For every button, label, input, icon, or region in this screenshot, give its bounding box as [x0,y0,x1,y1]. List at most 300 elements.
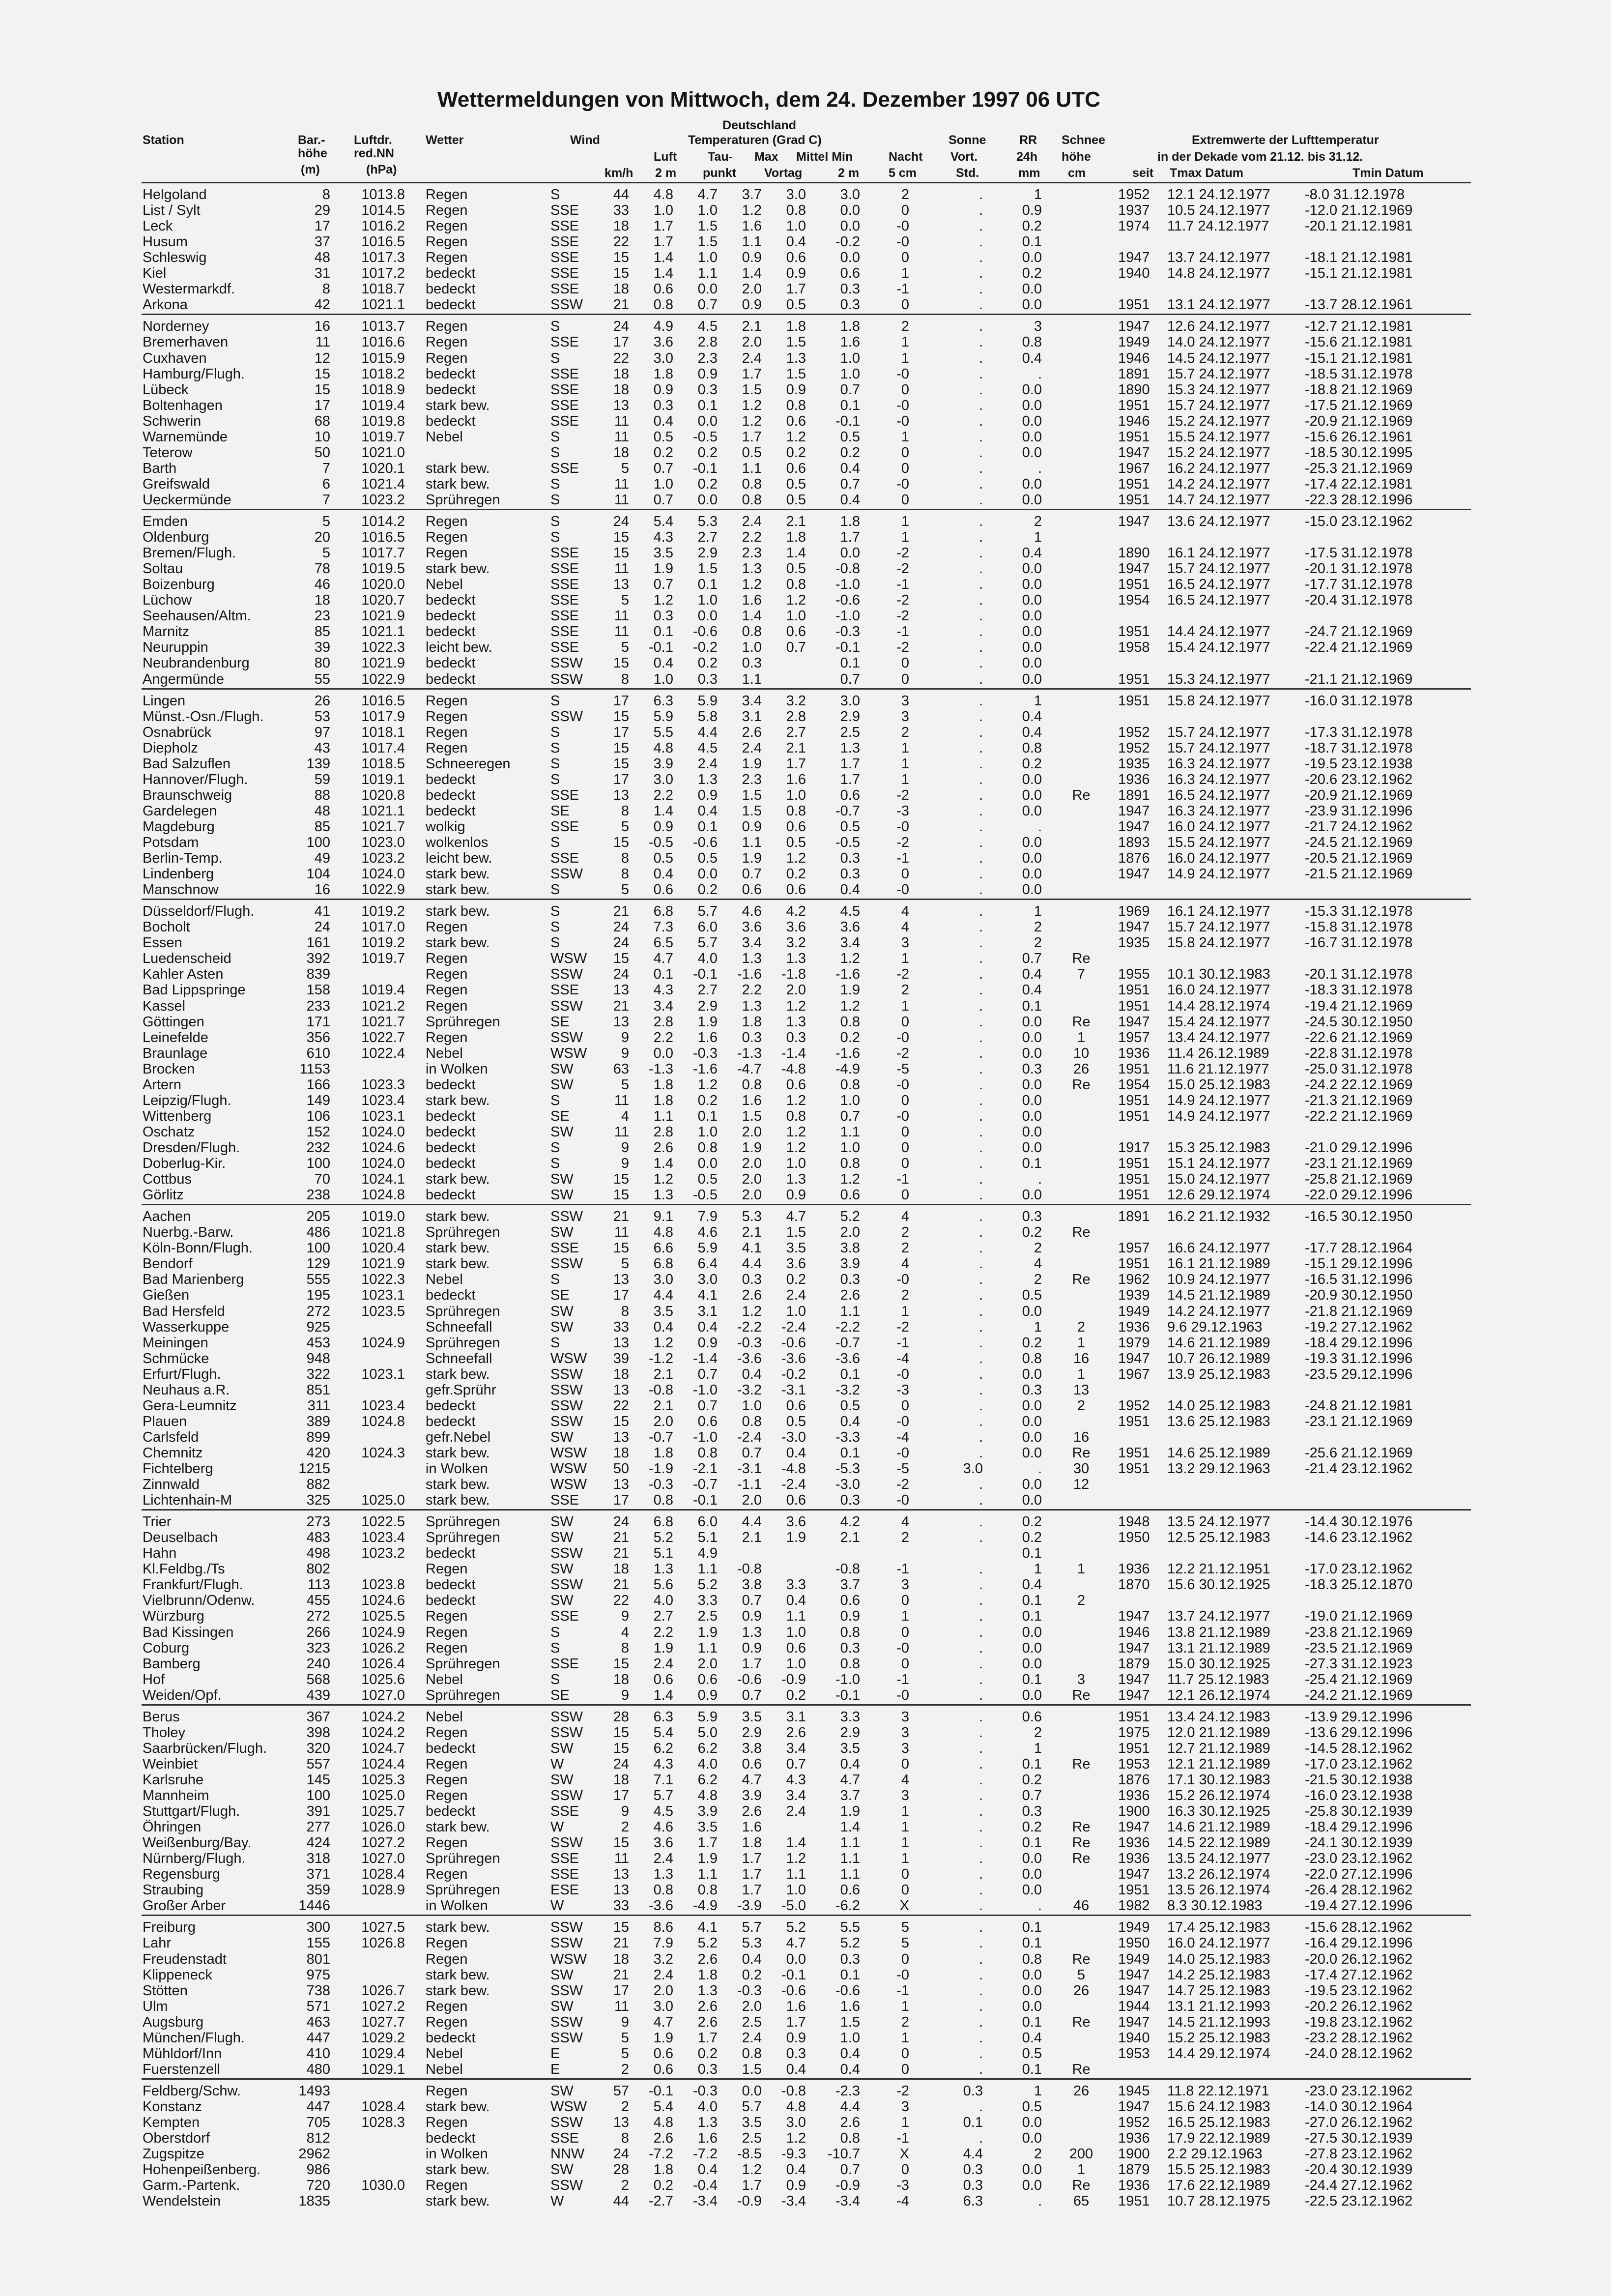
cell-height-m: 610 [306,1045,330,1061]
cell-wind-speed: 5 [621,592,629,609]
cell-wind-speed: 13 [613,1014,629,1030]
cell-record-since: 1951 [1118,1061,1150,1077]
cell-height-m: 420 [306,1445,330,1461]
cell-wind-speed: 18 [613,1366,629,1382]
cell-pressure-hpa: 1023.2 [361,850,405,866]
cell-dew-point: 5.9 [697,1709,718,1725]
cell-sunshine-hours: . [978,1029,983,1046]
cell-mean-temp: 0.6 [786,460,806,476]
cell-wind-direction: SSE [550,787,579,803]
cell-tmin-record: -22.6 21.12.1969 [1305,1029,1413,1046]
cell-tmax-record: 14.2 24.12.1977 [1167,1303,1270,1319]
cell-min-temp: 2.6 [840,1287,860,1304]
cell-pressure-hpa: 1018.7 [361,281,405,297]
cell-rain-mm: 0.0 [1022,1882,1042,1898]
cell-station: Carlsfeld [143,1429,199,1445]
cell-weather: Nebel [426,1272,463,1288]
cell-night-min-5cm: 2 [901,1287,909,1304]
cell-tmin-record: -22.4 21.12.1969 [1305,639,1413,656]
cell-dew-point: 1.5 [697,561,718,577]
cell-rain-mm: 0.0 [1022,429,1042,445]
cell-mean-temp: 0.6 [786,250,806,266]
cell-tmax-record: 14.7 24.12.1977 [1167,492,1270,508]
cell-max-temp: 0.6 [742,1756,762,1772]
cell-mean-temp: -0.6 [781,1335,806,1351]
cell-min-temp: 1.7 [840,756,860,772]
cell-snow-cm: 1 [1077,1029,1086,1046]
cell-pressure-hpa: 1020.0 [361,577,405,593]
cell-rain-mm: 0.0 [1022,1045,1042,1061]
cell-tmax-record: 13.7 24.12.1977 [1167,250,1270,266]
cell-wind-direction: SW [550,1772,574,1788]
cell-rain-mm: 0.4 [1022,966,1042,983]
cell-sunshine-hours: . [978,2045,983,2062]
cell-max-temp: 3.8 [742,1740,762,1756]
cell-air-temp: -7.2 [649,2146,673,2162]
cell-air-temp: -0.8 [649,1382,673,1398]
table-row [0,1772,1611,1788]
cell-snow-cm: 26 [1073,1061,1090,1077]
barometer-height-header: Bar.- [298,133,325,147]
cell-dew-point: 0.0 [697,281,718,297]
cell-air-temp: -0.3 [649,1477,673,1492]
cell-height-m: 149 [306,1092,330,1108]
table-row [0,1461,1611,1477]
cell-pressure-hpa: 1019.0 [361,1209,405,1225]
cell-station: Straubing [143,1882,204,1898]
vortag-header: Vortag [764,166,803,180]
cell-station: Würzburg [143,1608,204,1625]
cell-min-temp: 1.0 [840,350,860,366]
group-divider [142,1509,1471,1511]
cell-air-temp: 1.2 [653,1335,673,1351]
cell-air-temp: 1.4 [653,803,673,819]
cell-max-temp: 2.5 [742,2014,762,2030]
cell-air-temp: 0.2 [653,2178,673,2194]
cell-wind-speed: 24 [613,2146,629,2162]
cell-sunshine-hours: . [978,2030,983,2046]
cell-night-min-5cm: -1 [896,624,909,640]
cell-height-m: 882 [306,1477,330,1492]
cell-station: Nuerbg.-Barw. [143,1224,234,1241]
cell-height-m: 925 [306,1319,330,1335]
cell-height-m: 24 [314,919,330,935]
cell-height-m: 161 [306,935,330,951]
cell-max-temp: 2.3 [742,545,762,561]
cell-pressure-hpa: 1019.2 [361,903,405,920]
cell-night-min-5cm: -1 [896,1335,909,1351]
cell-wind-speed: 22 [613,350,629,366]
cell-pressure-hpa: 1024.2 [361,1724,405,1741]
cell-sunshine-hours: 3.0 [963,1461,983,1477]
cell-height-m: 100 [306,1788,330,1803]
cell-weather: bedeckt [426,1108,476,1124]
cell-tmin-record: -21.0 29.12.1996 [1305,1139,1413,1156]
cell-tmin-record: -14.4 30.12.1976 [1305,1514,1413,1530]
cell-air-temp: 1.3 [653,1561,673,1577]
cell-wind-direction: S [550,1156,560,1171]
cell-wind-speed: 2 [621,2098,629,2115]
cell-dew-point: 2.5 [697,1608,718,1625]
cell-night-min-5cm: 0 [901,1866,909,1883]
cell-wind-speed: 5 [621,460,629,476]
cell-wind-direction: SSE [550,234,579,250]
cell-rain-mm: 0.0 [1022,577,1042,593]
cell-weather: Nebel [426,2045,463,2062]
cell-wind-direction: SW [550,1967,574,1983]
cell-record-since: 1947 [1118,1350,1150,1366]
cell-tmax-record: 15.1 24.12.1977 [1167,1156,1270,1171]
cell-snow-cm: 13 [1073,1382,1090,1398]
cell-weather: Regen [426,724,468,740]
cell-weather: bedeckt [426,655,476,671]
cell-weather: Regen [426,1561,468,1577]
cell-weather: Regen [426,529,468,545]
cell-dew-point: -1.0 [693,1382,718,1398]
cell-dew-point: 1.1 [697,1640,718,1656]
cell-max-temp: 1.4 [742,608,762,624]
cell-wind-direction: E [550,2045,560,2062]
cell-weather: gefr.Nebel [426,1429,491,1445]
cell-wind-direction: SSE [550,1803,579,1819]
cell-dew-point: 2.9 [697,545,718,561]
cell-min-temp: -3.4 [835,2193,860,2209]
cell-station: Deuselbach [143,1530,218,1546]
cell-rain-mm: 0.0 [1022,882,1042,898]
cell-wind-direction: SSE [550,250,579,266]
cell-air-temp: 5.4 [653,1724,673,1741]
cell-air-temp: 1.8 [653,2162,673,2178]
cell-height-m: 155 [306,1935,330,1951]
cell-station: Zugspitze [143,2146,204,2162]
cell-mean-temp: 1.6 [786,771,806,787]
cell-wind-direction: S [550,903,560,920]
cell-night-min-5cm: 2 [901,319,909,335]
cell-rain-mm: . [1037,2193,1042,2209]
cell-mean-temp: 0.9 [786,265,806,282]
cell-mean-temp: 1.0 [786,787,806,803]
cell-station: Hamburg/Flugh. [143,366,245,382]
cell-snow-cm: Re [1072,1819,1091,1835]
cell-mean-temp: 1.2 [786,998,806,1014]
cell-night-min-5cm: 0 [901,1124,909,1140]
cell-min-temp: 5.2 [840,1209,860,1225]
cell-night-min-5cm: 0 [901,2045,909,2062]
cell-mean-temp: 1.3 [786,350,806,366]
cell-height-m: 455 [306,1593,330,1609]
cell-min-temp: 4.7 [840,1772,860,1788]
cell-wind-direction: SW [550,1124,574,1140]
cell-night-min-5cm: 0 [901,1656,909,1672]
cell-mean-temp: 1.2 [786,429,806,445]
cell-night-min-5cm: 3 [901,1709,909,1725]
table-row [0,2014,1611,2030]
group-divider [142,2078,1471,2080]
cell-sunshine-hours: . [978,903,983,920]
cell-night-min-5cm: 0 [901,1593,909,1609]
cell-weather: Sprühregen [426,492,500,508]
cell-pressure-hpa: 1023.1 [361,1366,405,1382]
cell-night-min-5cm: 1 [901,1819,909,1835]
cell-weather: Regen [426,982,468,998]
cell-wind-speed: 11 [614,1124,629,1140]
cell-wind-direction: SW [550,1429,574,1445]
cell-tmin-record: -15.0 23.12.1962 [1305,514,1413,529]
cell-wind-speed: 17 [613,1287,629,1304]
cell-rain-mm: 0.0 [1022,2162,1042,2178]
cell-rain-mm: 0.1 [1022,2061,1042,2077]
cell-mean-temp: 0.5 [786,297,806,313]
cell-tmax-record: 12.2 21.12.1951 [1167,1561,1270,1577]
cell-rain-mm: 1 [1034,903,1042,920]
cell-min-temp: 3.7 [840,1788,860,1803]
cell-sunshine-hours: . [978,919,983,935]
cell-snow-cm: Re [1072,1835,1091,1851]
cell-wind-direction: SSE [550,850,579,866]
cell-night-min-5cm: 0 [901,1092,909,1108]
cell-station: Düsseldorf/Flugh. [143,903,255,920]
cell-station: Doberlug-Kir. [143,1156,226,1171]
cell-tmin-record: -21.4 23.12.1962 [1305,1461,1413,1477]
cell-min-temp: 0.7 [840,381,860,398]
cell-wind-speed: 15 [613,265,629,282]
cell-record-since: 1945 [1118,2083,1150,2099]
cell-tmin-record: -23.2 28.12.1962 [1305,2030,1413,2046]
cell-rain-mm: 1 [1034,1561,1042,1577]
cell-tmax-record: 11.7 24.12.1977 [1167,218,1269,234]
cell-night-min-5cm: -1 [896,2130,909,2146]
cell-night-min-5cm: 1 [901,951,909,967]
cell-air-temp: 2.2 [653,1029,673,1046]
cell-max-temp: 1.6 [742,218,762,234]
cell-wind-speed: 44 [613,187,629,203]
cell-tmax-record: 14.6 25.12.1989 [1167,1445,1270,1461]
cell-dew-point: 2.6 [697,2014,718,2030]
cell-mean-temp: 4.8 [786,2098,806,2115]
cell-station: Bremen/Flugh. [143,545,236,561]
cell-height-m: 88 [314,787,330,803]
cell-dew-point: 2.6 [697,1998,718,2014]
cell-air-temp: 2.7 [653,1608,673,1625]
cell-mean-temp: 2.6 [786,1724,806,1741]
cell-rain-mm: 0.0 [1022,1413,1042,1429]
cell-wind-speed: 15 [613,529,629,545]
cell-tmin-record: -22.3 28.12.1996 [1305,492,1413,508]
cell-tmax-record: 15.8 24.12.1977 [1167,693,1270,709]
weather-header: Wetter [426,133,464,147]
cell-max-temp: 1.7 [742,1882,762,1898]
cell-weather: Regen [426,1029,468,1046]
cell-rain-mm: 0.1 [1022,1593,1042,1609]
table-row [0,671,1611,687]
cell-sunshine-hours: . [978,1076,983,1093]
table-row [0,819,1611,835]
cell-wind-direction: SSE [550,982,579,998]
cell-night-min-5cm: -0 [896,1076,909,1093]
cell-min-temp: 0.4 [840,2045,860,2062]
cell-record-since: 1948 [1118,1514,1150,1530]
cell-mean-temp: 2.4 [786,1287,806,1304]
cell-weather: Regen [426,319,468,335]
cell-tmin-record: -13.7 28.12.1961 [1305,297,1413,313]
cell-pressure-hpa: 1027.7 [361,2014,405,2030]
cell-weather: Regen [426,2115,468,2130]
cell-max-temp: -4.7 [737,1061,762,1077]
cell-tmax-record: 13.5 24.12.1977 [1167,1514,1270,1530]
cell-mean-temp: -0.6 [781,1982,806,1999]
dew-point-header: Tau- [708,150,733,164]
cell-tmin-record: -20.1 31.12.1978 [1305,561,1413,577]
cell-dew-point: 0.4 [697,1319,718,1335]
cell-min-temp: 0.3 [840,1640,860,1656]
cell-dew-point: 1.0 [697,250,718,266]
cell-mean-temp: 3.4 [786,1788,806,1803]
cell-sunshine-hours: . [978,1382,983,1398]
cell-mean-temp: 0.5 [786,1413,806,1429]
cell-station: Lingen [143,693,186,709]
cell-wind-speed: 9 [621,1156,629,1171]
cell-dew-point: -3.4 [693,2193,718,2209]
cell-dew-point: -0.3 [693,1045,718,1061]
cell-wind-direction: S [550,935,560,951]
cell-wind-direction: S [550,476,560,492]
snow-header: Schnee [1062,133,1105,147]
cell-rain-mm: 2 [1034,1724,1042,1741]
cell-night-min-5cm: 1 [901,1998,909,2014]
cell-snow-cm: 12 [1073,1477,1090,1492]
cell-sunshine-hours: . [978,1835,983,1851]
cell-sunshine-hours: . [978,1492,983,1509]
cell-sunshine-hours: . [978,866,983,882]
cell-min-temp: 2.0 [840,1224,860,1241]
cell-wind-speed: 18 [613,444,629,461]
cell-wind-speed: 15 [613,1724,629,1741]
cell-dew-point: 4.4 [697,724,718,740]
cell-max-temp: 1.7 [742,1656,762,1672]
table-row [0,445,1611,461]
cell-record-since: 1879 [1118,1656,1150,1672]
cell-air-temp: 0.6 [653,1671,673,1687]
cell-record-since: 1947 [1118,319,1150,335]
cell-station: Soltau [143,561,183,577]
cell-station: Großer Arber [143,1898,226,1914]
cell-max-temp: 0.8 [742,1076,762,1093]
cell-record-since: 1951 [1118,1092,1150,1108]
cell-wind-direction: ESE [550,1882,579,1898]
cell-height-m: 1153 [299,1061,330,1077]
cell-wind-direction: W [550,2193,564,2209]
cell-station: Warnemünde [143,429,228,445]
cell-weather: Regen [426,350,468,366]
table-row [0,1709,1611,1725]
cell-min-temp: 5.5 [840,1919,860,1936]
cell-dew-point: 0.7 [697,1366,718,1382]
cell-mean-temp: 0.8 [786,203,806,219]
cell-height-m: 975 [306,1967,330,1983]
cell-weather: Regen [426,919,468,935]
cell-tmax-record: 15.4 24.12.1977 [1167,639,1270,656]
cell-sunshine-hours: . [978,803,983,819]
cell-rain-mm: 0.5 [1022,1287,1042,1304]
cell-tmin-record: -16.7 31.12.1978 [1305,935,1413,951]
cell-min-temp: -3.0 [835,1477,860,1492]
cell-max-temp: 1.7 [742,1866,762,1883]
cell-snow-cm: Re [1072,2014,1091,2030]
cell-night-min-5cm: 4 [901,1772,909,1788]
cell-station: Zinnwald [143,1477,200,1492]
cell-wind-direction: W [550,1898,564,1914]
cell-max-temp: 2.5 [742,2130,762,2146]
cell-station: Brocken [143,1061,195,1077]
cell-air-temp: 5.7 [653,1788,673,1803]
cell-tmax-record: 15.7 24.12.1977 [1167,397,1270,413]
cell-min-temp: 0.4 [840,1756,860,1772]
cell-station: Kahler Asten [143,966,224,983]
cell-air-temp: 2.2 [653,787,673,803]
cell-min-temp: 2.9 [840,1724,860,1741]
cell-wind-direction: SSW [550,1724,583,1741]
cell-snow-cm: Re [1072,1224,1091,1241]
cell-weather: bedeckt [426,265,476,282]
table-row [0,1398,1611,1414]
cell-pressure-hpa: 1025.6 [361,1671,405,1687]
cell-tmin-record: -14.6 23.12.1962 [1305,1530,1413,1546]
cell-air-temp: 2.0 [653,1982,673,1999]
cell-wind-speed: 2 [621,1819,629,1835]
cell-mean-temp: 1.0 [786,1656,806,1672]
cell-wind-speed: 15 [613,1413,629,1429]
cell-night-min-5cm: -2 [896,2083,909,2099]
cell-night-min-5cm: -0 [896,1366,909,1382]
cell-wind-direction: SSE [550,561,579,577]
cell-dew-point: 0.1 [697,1108,718,1124]
cell-sunshine-hours: . [978,951,983,967]
table-row [0,592,1611,608]
cell-tmin-record: -21.3 21.12.1969 [1305,1092,1413,1108]
cell-dew-point: 4.7 [697,187,718,203]
cell-tmax-record: 10.1 30.12.1983 [1167,966,1270,983]
cell-record-since: 1951 [1118,429,1150,445]
cell-weather: stark bew. [426,476,490,492]
cell-height-m: 410 [306,2045,330,2062]
cell-air-temp: -0.5 [649,835,673,850]
cell-weather: Sprühregen [426,1303,500,1319]
cell-min-temp: 2.6 [840,2115,860,2130]
cell-wind-speed: 21 [613,1967,629,1983]
cell-height-m: 100 [306,1240,330,1256]
cell-max-temp: 2.0 [742,1998,762,2014]
cell-tmax-record: 15.3 24.12.1977 [1167,381,1270,398]
table-row [0,1640,1611,1656]
table-row [0,2115,1611,2130]
cell-record-since: 1951 [1118,1461,1150,1477]
cell-sunshine-hours: . [978,1319,983,1335]
cell-height-m: 17 [314,397,330,413]
cell-sunshine-hours: . [978,561,983,577]
cell-wind-speed: 15 [613,545,629,561]
cell-height-m: 50 [314,444,330,461]
cell-record-since: 1954 [1118,592,1150,609]
cell-tmax-record: 16.3 24.12.1977 [1167,771,1270,787]
cell-station: Wittenberg [143,1108,212,1124]
cell-rain-mm: 0.0 [1022,803,1042,819]
cell-height-m: 16 [314,319,330,335]
cell-height-m: 232 [306,1139,330,1156]
cell-station: Hahn [143,1545,177,1562]
cell-tmax-record: 13.5 24.12.1977 [1167,1851,1270,1867]
cell-height-m: 41 [314,903,330,920]
cell-record-since: 1879 [1118,2162,1150,2178]
